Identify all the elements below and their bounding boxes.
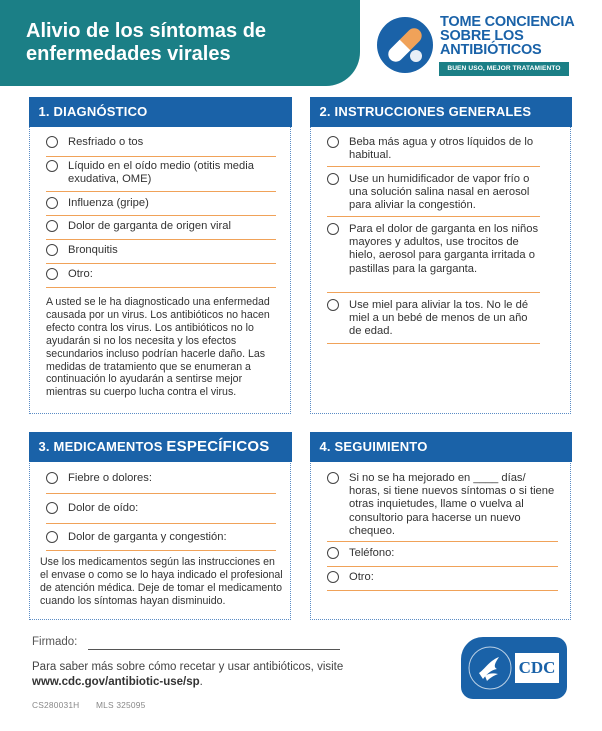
follow-up-header: 4. SEGUIMIENTO xyxy=(310,432,572,462)
radio-circle-icon[interactable] xyxy=(46,502,58,514)
medication-option-earache[interactable]: Dolor de oído: xyxy=(46,502,276,524)
radio-circle-icon[interactable] xyxy=(46,244,58,256)
cdc-link[interactable]: www.cdc.gov/antibiotic-use/sp xyxy=(32,676,200,688)
document-codes: CS280031H MLS 325095 xyxy=(32,700,146,710)
radio-circle-icon[interactable] xyxy=(327,472,339,484)
radio-circle-icon[interactable] xyxy=(327,299,339,311)
specific-medications-header: 3. MEDICAMENTOS ESPECÍFICOS xyxy=(29,432,292,462)
diagnosis-option-other[interactable]: Otro: xyxy=(46,268,276,288)
radio-circle-icon[interactable] xyxy=(327,173,339,185)
radio-circle-icon[interactable] xyxy=(46,472,58,484)
medications-note: Use los medicamentos según las instrucciones en el envase o como se lo haya indicado el profesional de atención médica. Deje de tomar el medicamento cuando los síntomas hayan disminuido. xyxy=(40,556,283,607)
signature-line[interactable] xyxy=(88,649,340,650)
radio-circle-icon[interactable] xyxy=(46,136,58,148)
radio-circle-icon[interactable] xyxy=(46,197,58,209)
brand-tagline: BUEN USO, MEJOR TRATAMIENTO xyxy=(439,62,569,76)
brand-title: TOME CONCIENCIA SOBRE LOS ANTIBIÓTICOS xyxy=(440,14,575,58)
follow-up-option-return[interactable]: Si no se ha mejorado en ____ días/ horas, si tiene nuevos síntomas o si tiene otras inquietudes, llame o vuelva al consultorio para hacerse un nuevo chequeo. xyxy=(327,472,558,542)
antibiotic-awareness-logo xyxy=(376,10,592,78)
instruction-option-fluids[interactable]: Beba más agua y otros líquidos de lo habitual. xyxy=(327,136,540,167)
diagnosis-option-bronchitis[interactable]: Bronquitis xyxy=(46,244,276,264)
radio-circle-icon[interactable] xyxy=(327,547,339,559)
diagnosis-option-ome[interactable]: Líquido en el oído medio (otitis media exudativa, OME) xyxy=(46,160,276,192)
radio-circle-icon[interactable] xyxy=(46,160,58,172)
page-title: Alivio de los síntomas de enfermedades virales xyxy=(26,20,267,65)
radio-circle-icon[interactable] xyxy=(46,531,58,543)
header-band xyxy=(0,0,360,86)
diagnosis-panel xyxy=(29,97,291,414)
medication-option-fever[interactable]: Fiebre o dolores: xyxy=(46,472,276,494)
specific-medications-panel xyxy=(29,432,291,620)
diagnosis-option-flu[interactable]: Influenza (gripe) xyxy=(46,197,276,216)
instruction-option-sore-throat[interactable]: Para el dolor de garganta en los niños mayores y adultos, use trocitos de hielo, aerosol para garganta irritada o pastillas para la garganta. xyxy=(327,223,540,293)
follow-up-option-phone[interactable]: Teléfono: xyxy=(327,547,558,567)
instruction-option-honey[interactable]: Use miel para aliviar la tos. No le dé miel a un bebé de menos de un año de edad. xyxy=(327,299,540,344)
diagnosis-header: 1. DIAGNÓSTICO xyxy=(29,97,292,127)
hhs-cdc-logo xyxy=(461,637,567,699)
radio-circle-icon[interactable] xyxy=(46,220,58,232)
instruction-option-humidifier[interactable]: Use un humidificador de vapor frío o una solución salina nasal en aerosol para aliviar la congestión. xyxy=(327,173,540,217)
follow-up-option-other[interactable]: Otro: xyxy=(327,571,558,591)
follow-up-panel xyxy=(310,432,571,620)
general-instructions-header: 2. INSTRUCCIONES GENERALES xyxy=(310,97,572,127)
cdc-logo-text: CDC xyxy=(515,653,559,683)
hhs-eagle-icon xyxy=(465,643,515,693)
diagnosis-option-sore-throat[interactable]: Dolor de garganta de origen viral xyxy=(46,220,276,240)
radio-circle-icon[interactable] xyxy=(327,223,339,235)
radio-circle-icon[interactable] xyxy=(327,136,339,148)
medication-option-congestion[interactable]: Dolor de garganta y congestión: xyxy=(46,531,276,551)
diagnosis-note: A usted se le ha diagnosticado una enfermedad causada por un virus. Los antibióticos no hacen efecto contra los virus. Los antibióticos no lo ayudarán si no los necesita y los efectos secundarios incluso podrían hacerle daño. Las medidas de tratamiento que se enumeran a continuación lo ayudarán a sentirse mejor mientras su cuerpo lucha contra el virus. xyxy=(46,296,270,399)
learn-more-text: Para saber más sobre cómo recetar y usar antibióticos, visite www.cdc.gov/antibiotic-use/sp. xyxy=(32,661,344,688)
pill-capsule-icon xyxy=(376,16,434,74)
signed-label: Firmado: xyxy=(32,636,78,648)
diagnosis-option-cold[interactable]: Resfriado o tos xyxy=(46,136,276,157)
general-instructions-panel xyxy=(310,97,571,414)
radio-circle-icon[interactable] xyxy=(327,571,339,583)
radio-circle-icon[interactable] xyxy=(46,268,58,280)
